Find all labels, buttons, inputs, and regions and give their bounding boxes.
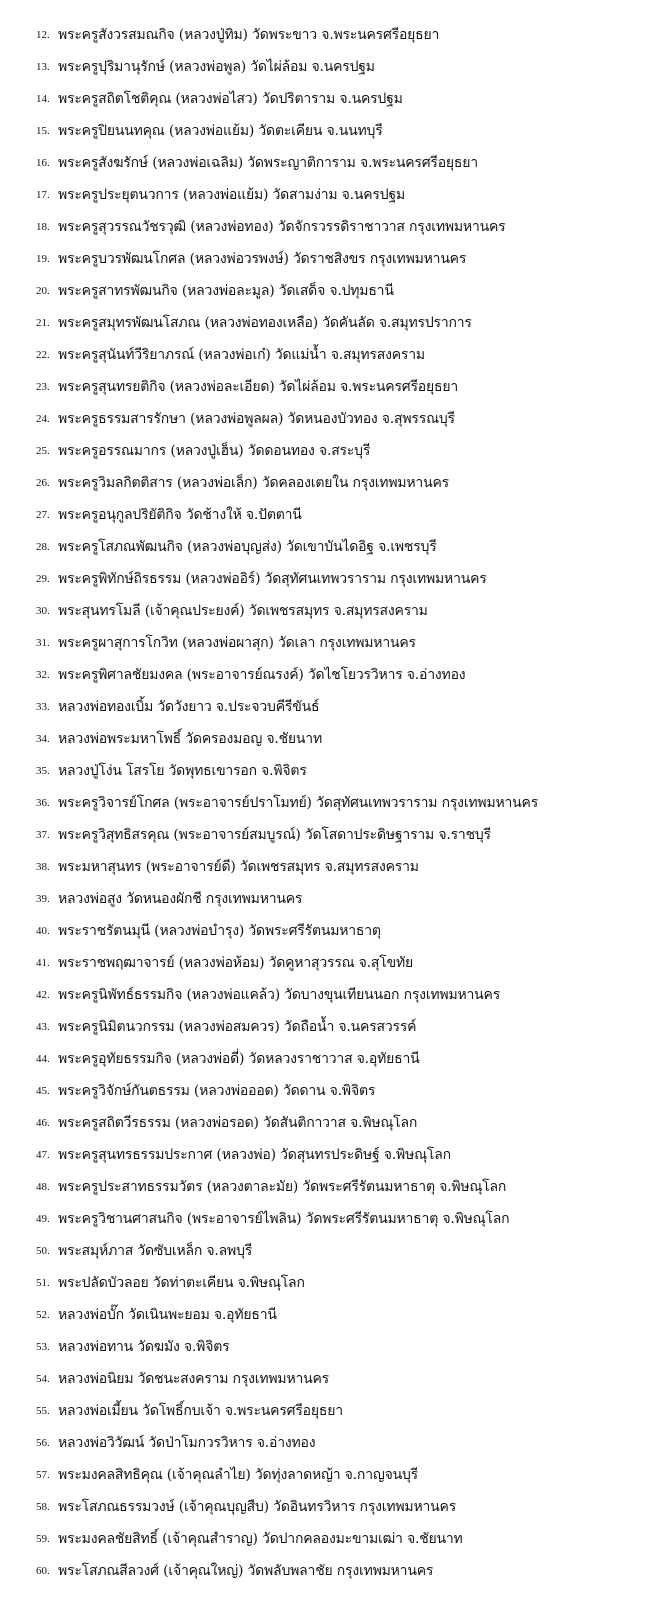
item-number: 20. bbox=[36, 285, 50, 297]
list-item bbox=[0, 1267, 650, 1299]
list-item bbox=[0, 627, 650, 659]
list-item bbox=[0, 563, 650, 595]
list-item bbox=[0, 787, 650, 819]
item-number: 54. bbox=[36, 1373, 50, 1385]
item-number: 23. bbox=[36, 381, 50, 393]
item-text: หลวงพ่อพระมหาโพธิ์ วัดครองมอญ จ.ชัยนาท bbox=[58, 731, 322, 747]
item-text: พระครูผาสุการโกวิท (หลวงพ่อผาสุก) วัดเลา กรุงเทพมหานคร bbox=[58, 635, 416, 651]
item-number: 44. bbox=[36, 1053, 50, 1065]
list-item bbox=[0, 1235, 650, 1267]
list-item bbox=[0, 83, 650, 115]
item-text: พระครูวิสุทธิสรคุณ (พระอาจารย์สมบูรณ์) วัดโสดาประดิษฐาราม จ.ราชบุรี bbox=[58, 827, 491, 843]
list-item bbox=[0, 979, 650, 1011]
item-number: 31. bbox=[36, 637, 50, 649]
item-number: 40. bbox=[36, 925, 50, 937]
list-item bbox=[0, 51, 650, 83]
item-text: พระครูวิมลกิตติสาร (หลวงพ่อเล็ก) วัดคลองเตยใน กรุงเทพมหานคร bbox=[58, 475, 449, 491]
item-text: หลวงพ่อทองเบิ้ม วัดวังยาว จ.ประจวบคีรีขันธ์ bbox=[58, 699, 320, 715]
item-number: 37. bbox=[36, 829, 50, 841]
item-number: 14. bbox=[36, 93, 50, 105]
item-text: พระมงคลชัยสิทธิ์ (เจ้าคุณสำราญ) วัดปากคลองมะขามเฒ่า จ.ชัยนาท bbox=[58, 1531, 463, 1547]
list-item bbox=[0, 659, 650, 691]
item-number: 45. bbox=[36, 1085, 50, 1097]
item-number: 55. bbox=[36, 1405, 50, 1417]
list-item bbox=[0, 339, 650, 371]
item-text: หลวงพ่อนิยม วัดชนะสงคราม กรุงเทพมหานคร bbox=[58, 1371, 329, 1387]
item-text: พระครูประยุตนวการ (หลวงพ่อแย้ม) วัดสามง่าม จ.นครปฐม bbox=[58, 187, 405, 203]
list-item bbox=[0, 723, 650, 755]
item-number: 15. bbox=[36, 125, 50, 137]
item-text: พระสมุห์ภาส วัดซับเหล็ก จ.ลพบุรี bbox=[58, 1243, 253, 1259]
list-item bbox=[0, 947, 650, 979]
item-number: 58. bbox=[36, 1501, 50, 1513]
list-item bbox=[0, 1043, 650, 1075]
item-text: พระครูสุนันท์วีริยาภรณ์ (หลวงพ่อเก๋) วัดแม่น้ำ จ.สมุทรสงคราม bbox=[58, 347, 425, 363]
list-item bbox=[0, 211, 650, 243]
monk-list bbox=[0, 19, 650, 1587]
item-text: พระโสภณสีลวงศ์ (เจ้าคุณใหญ่) วัดพลับพลาชัย กรุงเทพมหานคร bbox=[58, 1563, 434, 1579]
item-number: 12. bbox=[36, 29, 50, 41]
list-item bbox=[0, 851, 650, 883]
list-item bbox=[0, 1171, 650, 1203]
item-text: พระครูนิมิตนวกรรม (หลวงพ่อสมควร) วัดถือน้ำ จ.นครสวรรค์ bbox=[58, 1019, 417, 1035]
item-text: พระมงคลสิทธิคุณ (เจ้าคุณลำไย) วัดทุ่งลาดหญ้า จ.กาญจนบุรี bbox=[58, 1467, 418, 1483]
list-item bbox=[0, 755, 650, 787]
item-number: 60. bbox=[36, 1565, 50, 1577]
item-text: หลวงพ่อวิวัฒน์ วัดป่าโมกวรวิหาร จ.อ่างทอง bbox=[58, 1435, 316, 1451]
item-number: 30. bbox=[36, 605, 50, 617]
item-number: 35. bbox=[36, 765, 50, 777]
list-item bbox=[0, 275, 650, 307]
item-number: 42. bbox=[36, 989, 50, 1001]
item-number: 47. bbox=[36, 1149, 50, 1161]
item-number: 49. bbox=[36, 1213, 50, 1225]
list-item bbox=[0, 1331, 650, 1363]
item-number: 33. bbox=[36, 701, 50, 713]
list-item bbox=[0, 595, 650, 627]
item-text: พระครูสถิตโชติคุณ (หลวงพ่อไสว) วัดปริตาราม จ.นครปฐม bbox=[58, 91, 403, 107]
list-item bbox=[0, 691, 650, 723]
item-number: 51. bbox=[36, 1277, 50, 1289]
item-text: พระครูสาทรพัฒนกิจ (หลวงพ่อละมูล) วัดเสด็จ จ.ปทุมธานี bbox=[58, 283, 394, 299]
item-text: พระสุนทรโมลี (เจ้าคุณประยงค์) วัดเพชรสมุทร จ.สมุทรสงคราม bbox=[58, 603, 428, 619]
item-text: พระครูปุริมานุรักษ์ (หลวงพ่อพูล) วัดไผ่ล้อม จ.นครปฐม bbox=[58, 59, 375, 75]
item-number: 39. bbox=[36, 893, 50, 905]
list-item bbox=[0, 915, 650, 947]
item-text: พระโสภณธรรมวงษ์ (เจ้าคุณบุญสืบ) วัดอินทรวิหาร กรุงเทพมหานคร bbox=[58, 1499, 457, 1515]
item-number: 43. bbox=[36, 1021, 50, 1033]
list-item bbox=[0, 1395, 650, 1427]
item-number: 18. bbox=[36, 221, 50, 233]
item-number: 59. bbox=[36, 1533, 50, 1545]
item-text: พระครูประสาทธรรมวัตร (หลวงตาละมัย) วัดพระศรีรัตนมหาธาตุ จ.พิษณุโลก bbox=[58, 1179, 507, 1195]
list-item bbox=[0, 1363, 650, 1395]
item-number: 19. bbox=[36, 253, 50, 265]
item-number: 34. bbox=[36, 733, 50, 745]
list-item bbox=[0, 1075, 650, 1107]
item-number: 24. bbox=[36, 413, 50, 425]
list-item bbox=[0, 147, 650, 179]
item-text: พระครูสุวรรณวัชรวุฒิ (หลวงพ่อทอง) วัดจักรวรรดิราชาวาส กรุงเทพมหานคร bbox=[58, 219, 506, 235]
list-item bbox=[0, 371, 650, 403]
item-text: พระปลัดบัวลอย วัดท่าตะเคียน จ.พิษณุโลก bbox=[58, 1275, 305, 1291]
item-number: 48. bbox=[36, 1181, 50, 1193]
list-item bbox=[0, 1107, 650, 1139]
list-item bbox=[0, 1523, 650, 1555]
item-text: พระครูสมุทรพัฒนโสภณ (หลวงพ่อทองเหลือ) วัดคันลัด จ.สมุทรปราการ bbox=[58, 315, 472, 331]
list-item bbox=[0, 1299, 650, 1331]
list-item bbox=[0, 1139, 650, 1171]
item-number: 17. bbox=[36, 189, 50, 201]
item-number: 52. bbox=[36, 1309, 50, 1321]
list-item bbox=[0, 19, 650, 51]
item-text: พระครูสถิตวีรธรรม (หลวงพ่อรอด) วัดสันติกาวาส จ.พิษณุโลก bbox=[58, 1115, 418, 1131]
item-number: 50. bbox=[36, 1245, 50, 1257]
list-item bbox=[0, 115, 650, 147]
list-item bbox=[0, 243, 650, 275]
item-text: พระครูอนุกูลปริยัติกิจ วัดช้างให้ จ.ปัตตานี bbox=[58, 507, 302, 523]
item-text: พระครูพิทักษ์ถิรธรรม (หลวงพ่ออิร์) วัดสุทัศนเทพวราราม กรุงเทพมหานคร bbox=[58, 571, 487, 587]
list-item bbox=[0, 467, 650, 499]
item-text: พระครูสังฆรักษ์ (หลวงพ่อเฉลิม) วัดพระญาติการาม จ.พระนครศรีอยุธยา bbox=[58, 155, 478, 171]
item-number: 21. bbox=[36, 317, 50, 329]
item-text: หลวงพ่อเมี้ยน วัดโพธิ์กบเจ้า จ.พระนครศรีอยุธยา bbox=[58, 1403, 343, 1419]
item-number: 53. bbox=[36, 1341, 50, 1353]
item-number: 27. bbox=[36, 509, 50, 521]
list-item bbox=[0, 1459, 650, 1491]
item-text: พระราชรัตนมุนี (หลวงพ่อบำรุง) วัดพระศรีรัตนมหาธาตุ bbox=[58, 923, 381, 939]
item-text: หลวงพ่อบั๊ก วัดเนินพะยอม จ.อุทัยธานี bbox=[58, 1307, 277, 1323]
list-item bbox=[0, 819, 650, 851]
item-text: พระครูวิจักษ์กันตธรรม (หลวงพ่อออด) วัดดาน จ.พิจิตร bbox=[58, 1083, 376, 1099]
item-text: พระครูสุนทรธรรมประกาศ (หลวงพ่อ) วัดสุนทรประดิษฐ์ จ.พิษณุโลก bbox=[58, 1147, 451, 1163]
item-number: 29. bbox=[36, 573, 50, 585]
item-number: 26. bbox=[36, 477, 50, 489]
item-text: พระครูปิยนนทคุณ (หลวงพ่อแย้ม) วัดตะเคียน จ.นนทบุรี bbox=[58, 123, 383, 139]
list-item bbox=[0, 435, 650, 467]
item-number: 56. bbox=[36, 1437, 50, 1449]
item-text: หลวงปู่โง่น โสรโย วัดพุทธเขารอก จ.พิจิตร bbox=[58, 763, 307, 779]
item-text: พระราชพฤฒาจารย์ (หลวงพ่อห้อม) วัดคูหาสุวรรณ จ.สุโขทัย bbox=[58, 955, 413, 971]
item-number: 41. bbox=[36, 957, 50, 969]
list-item bbox=[0, 531, 650, 563]
item-number: 25. bbox=[36, 445, 50, 457]
item-text: พระครูธรรมสารรักษา (หลวงพ่อพูลผล) วัดหนองบัวทอง จ.สุพรรณบุรี bbox=[58, 411, 455, 427]
item-number: 28. bbox=[36, 541, 50, 553]
item-text: พระครูนิพัทธ์ธรรมกิจ (หลวงพ่อแคล้ว) วัดบางขุนเทียนนอก กรุงเทพมหานคร bbox=[58, 987, 501, 1003]
list-item bbox=[0, 883, 650, 915]
item-number: 16. bbox=[36, 157, 50, 169]
item-text: พระครูอุทัยธรรมกิจ (หลวงพ่อดี่) วัดหลวงราชาวาส จ.อุทัยธานี bbox=[58, 1051, 420, 1067]
item-text: หลวงพ่อสูง วัดหนองผักชี กรุงเทพมหานคร bbox=[58, 891, 303, 907]
item-text: หลวงพ่อทาน วัดฆมัง จ.พิจิตร bbox=[58, 1339, 230, 1355]
list-item bbox=[0, 307, 650, 339]
item-text: พระครูอรรณมากร (หลวงปู่เฮ็น) วัดดอนทอง จ.สระบุรี bbox=[58, 443, 371, 459]
item-number: 32. bbox=[36, 669, 50, 681]
item-text: พระครูวิจารย์โกศล (พระอาจารย์ปราโมทย์) วัดสุทัศนเทพวราราม กรุงเทพมหานคร bbox=[58, 795, 539, 811]
item-number: 38. bbox=[36, 861, 50, 873]
list-item bbox=[0, 1203, 650, 1235]
list-item bbox=[0, 499, 650, 531]
item-text: พระมหาสุนทร (พระอาจารย์ดี) วัดเพชรสมุทร จ.สมุทรสงคราม bbox=[58, 859, 419, 875]
item-text: พระครูสังวรสมณกิจ (หลวงปู่ทิม) วัดพระขาว จ.พระนครศรีอยุธยา bbox=[58, 27, 440, 43]
list-item bbox=[0, 1011, 650, 1043]
item-text: พระครูโสภณพัฒนกิจ (หลวงพ่อบุญส่ง) วัดเขาบันไดอิฐ จ.เพชรบุรี bbox=[58, 539, 437, 555]
item-number: 46. bbox=[36, 1117, 50, 1129]
item-text: พระครูวิชานศาสนกิจ (พระอาจารย์ไพลิน) วัดพระศรีรัตนมหาธาตุ จ.พิษณุโลก bbox=[58, 1211, 510, 1227]
list-item bbox=[0, 1491, 650, 1523]
list-item bbox=[0, 403, 650, 435]
item-text: พระครูบวรพัฒนโกศล (หลวงพ่อวรพงษ์) วัดราชสิงขร กรุงเทพมหานคร bbox=[58, 251, 467, 267]
list-item bbox=[0, 1427, 650, 1459]
item-number: 22. bbox=[36, 349, 50, 361]
item-number: 36. bbox=[36, 797, 50, 809]
item-number: 57. bbox=[36, 1469, 50, 1481]
item-text: พระครูสุนทรยติกิจ (หลวงพ่อละเอียด) วัดไผ่ล้อม จ.พระนครศรีอยุธยา bbox=[58, 379, 459, 395]
list-item bbox=[0, 179, 650, 211]
item-text: พระครูพิศาลชัยมงคล (พระอาจารย์ณรงค์) วัดไชโยวรวิหาร จ.อ่างทอง bbox=[58, 667, 466, 683]
list-item bbox=[0, 1555, 650, 1587]
item-number: 13. bbox=[36, 61, 50, 73]
